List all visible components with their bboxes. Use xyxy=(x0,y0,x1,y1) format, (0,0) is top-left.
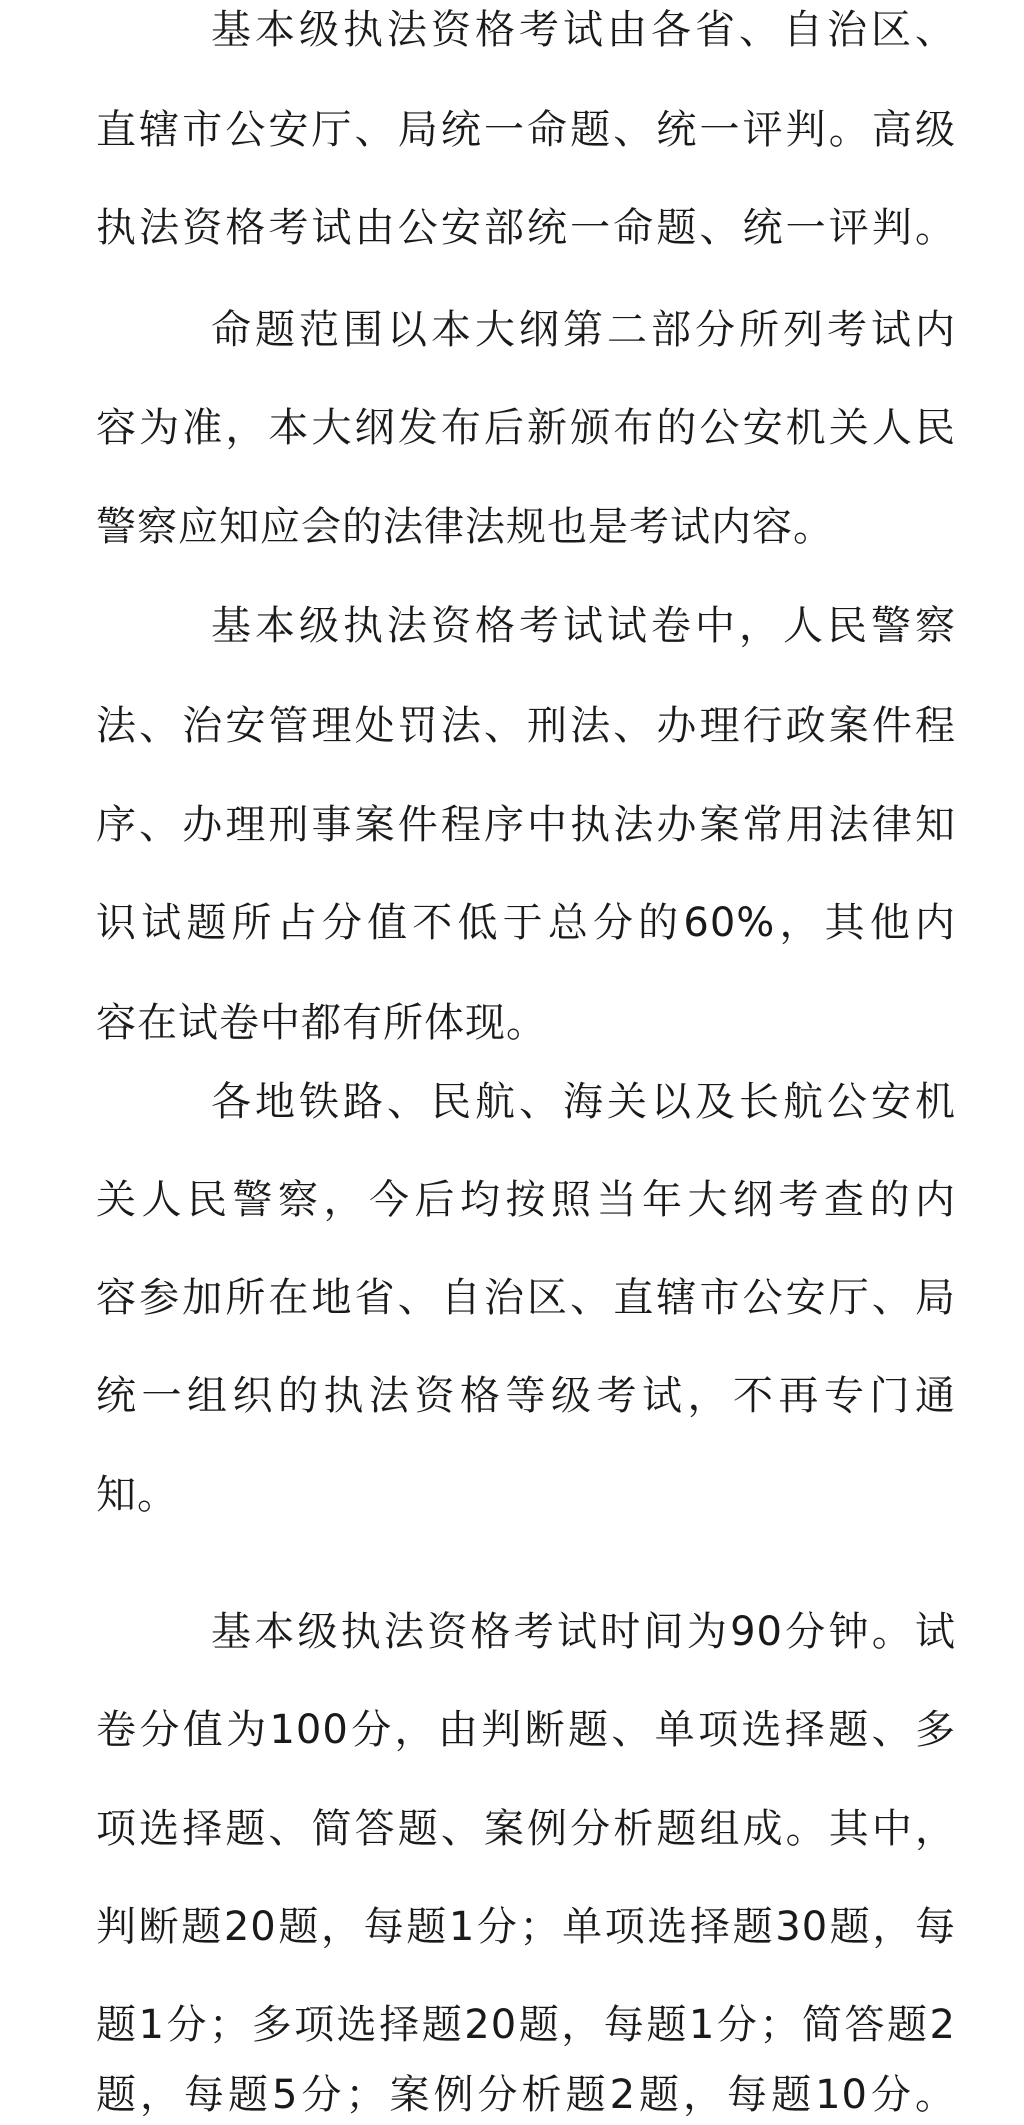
text-line: 命题范围以本大纲第二部分所列考试内 xyxy=(211,307,956,353)
text-line: 直辖市公安厅、局统一命题、统一评判。高级 xyxy=(96,107,956,153)
text-line: 识试题所占分值不低于总分的60%，其他内 xyxy=(96,900,956,946)
text-line: 卷分值为100分，由判断题、单项选择题、多 xyxy=(96,1707,956,1753)
text-line: 统一组织的执法资格等级考试，不再专门通 xyxy=(96,1373,956,1419)
text-line: 执法资格考试由公安部统一命题、统一评判。 xyxy=(96,205,956,251)
text-line: 判断题20题，每题1分；单项选择题30题，每 xyxy=(96,1904,956,1950)
text-line: 法、治安管理处罚法、刑法、办理行政案件程 xyxy=(96,703,956,749)
text-line: 基本级执法资格考试试卷中，人民警察 xyxy=(211,603,956,649)
text-line: 警察应知应会的法律法规也是考试内容。 xyxy=(96,504,834,550)
text-line: 题，每题5分；案例分析题2题，每题10分。 xyxy=(96,2072,956,2118)
text-line: 序、办理刑事案件程序中执法办案常用法律知 xyxy=(96,802,956,848)
text-line: 基本级执法资格考试由各省、自治区、 xyxy=(211,7,956,53)
text-line: 各地铁路、民航、海关以及长航公安机 xyxy=(211,1079,956,1125)
text-line: 项选择题、简答题、案例分析题组成。其中， xyxy=(96,1806,956,1852)
text-line: 容为准，本大纲发布后新颁布的公安机关人民 xyxy=(96,405,956,451)
document-page xyxy=(96,0,956,2125)
text-line: 关人民警察，今后均按照当年大纲考查的内 xyxy=(96,1177,956,1223)
text-line: 基本级执法资格考试时间为90分钟。试 xyxy=(211,1609,956,1655)
text-line: 题1分；多项选择题20题，每题1分；简答题2 xyxy=(96,2002,956,2048)
text-line: 知。 xyxy=(96,1472,178,1518)
text-line: 容参加所在地省、自治区、直辖市公安厅、局 xyxy=(96,1275,956,1321)
text-line: 容在试卷中都有所体现。 xyxy=(96,1000,547,1046)
